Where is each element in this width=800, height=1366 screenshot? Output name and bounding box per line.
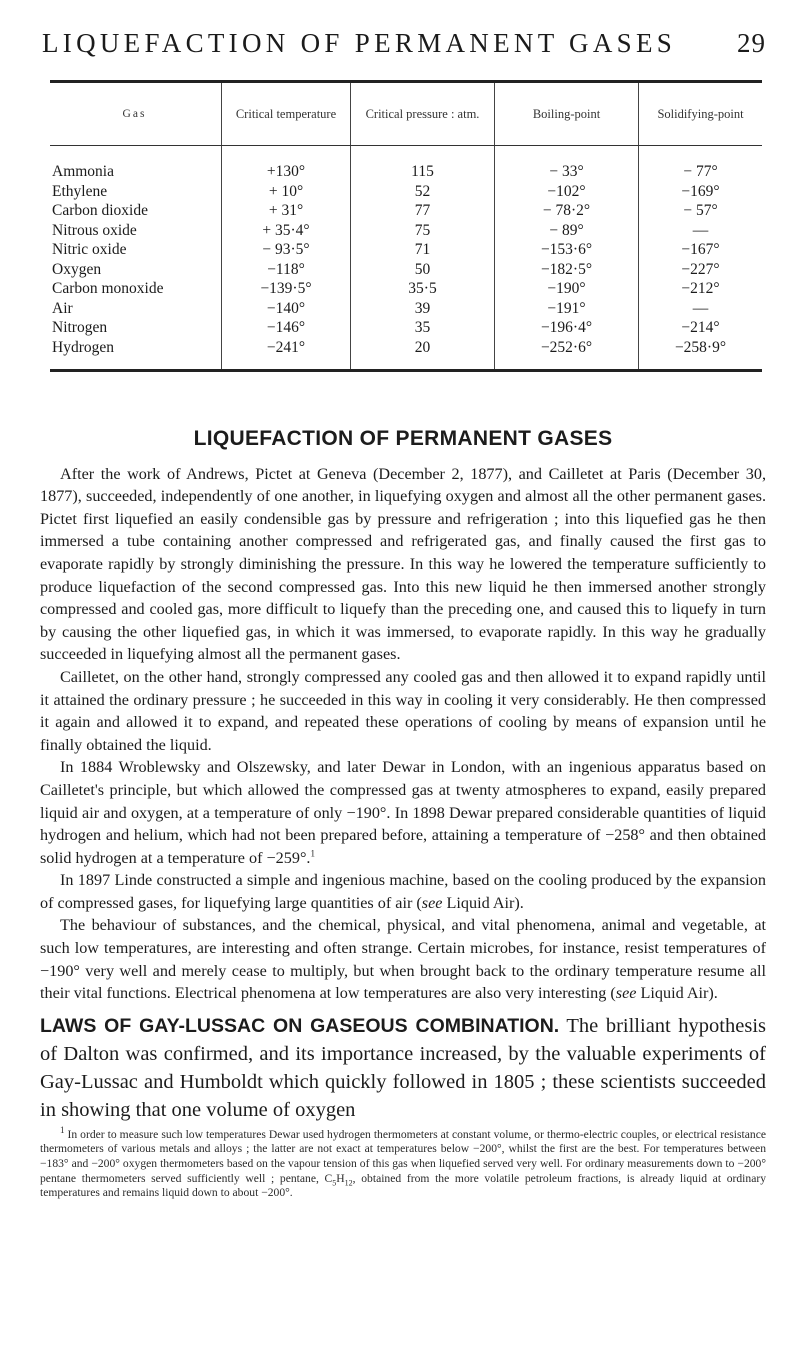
running-head bbox=[42, 28, 766, 68]
header-solidifying-point: Solidifying-point bbox=[639, 83, 763, 146]
footnote-text-tail: , obtained from the more volatile petroleum fractions, is already liquid at ordinary temperatures and remains liquid down to about −200°. bbox=[40, 1171, 766, 1200]
critical-temperature: + 10° bbox=[222, 182, 351, 202]
gas-name: Carbon monoxide bbox=[52, 280, 164, 298]
critical-pressure: 39 bbox=[351, 299, 495, 319]
critical-temperature: −146° bbox=[222, 318, 351, 338]
critical-pressure: 50 bbox=[351, 260, 495, 280]
gas-name: Ammonia bbox=[52, 163, 114, 181]
header-boiling-point: Boiling-point bbox=[495, 83, 639, 146]
table-row bbox=[50, 260, 762, 280]
paragraph-linde-text: In 1897 Linde constructed a simple and ingenious machine, based on the cooling produced by the expansion of compressed gases, for liquefying large quantities of air ( bbox=[40, 871, 766, 912]
table-row bbox=[50, 318, 762, 338]
paragraph-cailletet-method: Cailletet, on the other hand, strongly compressed any cooled gas and then allowed it to expand rapidly until it attained the ordinary pressure ; he succeeded in this way in cooling it very considerably. He then compressed it again and allowed it to expand, and repeated these operations of cooling by means of expansion until he finally obtained the liquid. bbox=[40, 667, 766, 754]
critical-pressure: 75 bbox=[351, 221, 495, 241]
table-row bbox=[50, 338, 762, 370]
table-row bbox=[50, 146, 762, 182]
critical-pressure: 20 bbox=[351, 338, 495, 370]
critical-temperature: − 93·5° bbox=[222, 240, 351, 260]
laws-text: The brilliant hypothesis of Dalton was confirmed, and its importance increased, by the valuable experiments of Gay-Lussac and Humboldt which quickly followed in 1805 ; these scientists succeeded in showing that one volume of oxygen bbox=[40, 1014, 766, 1121]
gas-name: Oxygen bbox=[52, 260, 102, 278]
header-gas: Gas bbox=[50, 83, 222, 146]
critical-pressure: 77 bbox=[351, 201, 495, 221]
paragraph-pictet-cailletet: After the work of Andrews, Pictet at Geneva (December 2, 1877), and Cailletet at Paris (December 30, 1877), succeeded, independently of one another, in liquefying oxygen and almost all the other permanent gases. Pictet first liquefied an easily condensible gas by pressure and refrigeration ; into this liquefied gas he then immersed a tube containing another compressed and refrigerated gas, and finally caused the first gas to evaporate rapidly by strongly diminishing the pressure. In this way he lowered the temperature sufficiently to produce liquefaction of the second compressed gas. Into this new liquid he then immersed another strongly compressed and cooled gas, more difficult to liquefy than the preceding one, and caused this to liquefy in turn by causing the other liquefied gas, in which it was immersed, to evaporate rapidly. In this way he gradually succeeded in liquefying almost all the permanent gases. bbox=[40, 464, 766, 664]
solidifying-point: −227° bbox=[639, 260, 763, 280]
paragraph-low-temperature-behaviour bbox=[40, 914, 766, 1004]
solidifying-point: — bbox=[639, 299, 763, 319]
table-row bbox=[50, 182, 762, 202]
table-row bbox=[50, 201, 762, 221]
header-critical-temperature: Critical temperature bbox=[222, 83, 351, 146]
solidifying-point: −258·9° bbox=[639, 338, 763, 370]
boiling-point: −153·6° bbox=[495, 240, 639, 260]
boiling-point: −190° bbox=[495, 279, 639, 299]
boiling-point: − 89° bbox=[495, 221, 639, 241]
gas-name: Nitrous oxide bbox=[52, 221, 137, 239]
critical-pressure: 71 bbox=[351, 240, 495, 260]
critical-temperature: + 35·4° bbox=[222, 221, 351, 241]
laws-section bbox=[40, 1012, 766, 1124]
gas-name: Hydrogen bbox=[52, 338, 114, 356]
footnote-mark: 1 bbox=[60, 1124, 65, 1135]
laws-heading: LAWS OF GAY-LUSSAC ON GASEOUS COMBINATION. bbox=[40, 1014, 560, 1037]
solidifying-point: − 77° bbox=[639, 146, 763, 182]
formula-element: H bbox=[336, 1171, 345, 1185]
critical-pressure: 115 bbox=[351, 146, 495, 182]
boiling-point: −252·6° bbox=[495, 338, 639, 370]
gas-properties-table bbox=[50, 80, 762, 372]
table-header-row bbox=[50, 83, 762, 146]
critical-pressure: 35·5 bbox=[351, 279, 495, 299]
solidifying-point: − 57° bbox=[639, 201, 763, 221]
solidifying-point: −169° bbox=[639, 182, 763, 202]
paragraph-linde-tail: Liquid Air). bbox=[442, 893, 524, 912]
boiling-point: − 33° bbox=[495, 146, 639, 182]
see-reference: see bbox=[615, 984, 637, 1003]
solidifying-point: −167° bbox=[639, 240, 763, 260]
boiling-point: −191° bbox=[495, 299, 639, 319]
boiling-point: −182·5° bbox=[495, 260, 639, 280]
table-row bbox=[50, 299, 762, 319]
footnote-reference: 1 bbox=[310, 848, 315, 859]
solidifying-point: −212° bbox=[639, 279, 763, 299]
critical-temperature: −241° bbox=[222, 338, 351, 370]
page-number: 29 bbox=[737, 28, 766, 58]
solidifying-point: — bbox=[639, 221, 763, 241]
paragraph-behaviour-text: The behaviour of substances, and the chemical, physical, and vital phenomena, animal and vegetable, at such low temperatures, are interesting and often strange. Certain microbes, for instance, resist temperatures of −190° very well and merely cease to multiply, but when brought back to the ordinary temperature resume all their vital functions. Electrical phenomena at low temperatures are also very interesting ( bbox=[40, 916, 766, 1003]
solidifying-point: −214° bbox=[639, 318, 763, 338]
paragraph-dewar bbox=[40, 756, 766, 869]
critical-pressure: 35 bbox=[351, 318, 495, 338]
header-critical-pressure: Critical pressure : atm. bbox=[351, 83, 495, 146]
boiling-point: −102° bbox=[495, 182, 639, 202]
paragraph-linde bbox=[40, 869, 766, 914]
gas-name: Nitric oxide bbox=[52, 241, 127, 259]
boiling-point: − 78·2° bbox=[495, 201, 639, 221]
footnote-text: In order to measure such low temperatures Dewar used hydrogen thermometers at constant volume, or thermo-electric couples, or electrical resistance thermometers of various metals and alloys ; the latter are not exact at temperatures below −200°, whilst the first are the best. For temperatures between −183° and −200° oxygen thermometers based on the vapour tension of this gas when liquefied served very well. For ordinary measurements down to −200° pentane thermometers served sufficiently well ; pentane, C bbox=[40, 1127, 766, 1185]
gas-name: Air bbox=[52, 299, 73, 317]
critical-temperature: −118° bbox=[222, 260, 351, 280]
critical-temperature: + 31° bbox=[222, 201, 351, 221]
gas-name: Ethylene bbox=[52, 182, 108, 200]
critical-temperature: −139·5° bbox=[222, 279, 351, 299]
critical-temperature: +130° bbox=[222, 146, 351, 182]
critical-temperature: −140° bbox=[222, 299, 351, 319]
boiling-point: −196·4° bbox=[495, 318, 639, 338]
running-head-title: LIQUEFACTION OF PERMANENT GASES bbox=[42, 28, 677, 58]
see-reference: see bbox=[421, 893, 443, 912]
critical-pressure: 52 bbox=[351, 182, 495, 202]
gas-name: Nitrogen bbox=[52, 319, 108, 337]
table-row bbox=[50, 221, 762, 241]
paragraph-dewar-text: In 1884 Wroblewsky and Olszewsky, and later Dewar in London, with an ingenious apparatus based on Cailletet's principle, but which allowed the compressed gas at twenty atmospheres to expand, easily prepared liquid air and oxygen, at a temperature of only −190°. In 1898 Dewar prepared considerable quantities of liquid hydrogen and helium, which had not been prepared before, attaining a temperature of −258° and then obtained solid hydrogen at a temperature of −259°. bbox=[40, 758, 766, 867]
section-title: LIQUEFACTION OF PERMANENT GASES bbox=[193, 427, 613, 450]
article-body bbox=[40, 428, 766, 1201]
table-row bbox=[50, 240, 762, 260]
gas-name: Carbon dioxide bbox=[52, 202, 148, 220]
paragraph-behaviour-tail: Liquid Air). bbox=[636, 984, 718, 1003]
table-row bbox=[50, 279, 762, 299]
footnote bbox=[40, 1124, 766, 1201]
formula-subscript: 12 bbox=[344, 1177, 353, 1187]
formula-subscript: 5 bbox=[332, 1177, 337, 1187]
